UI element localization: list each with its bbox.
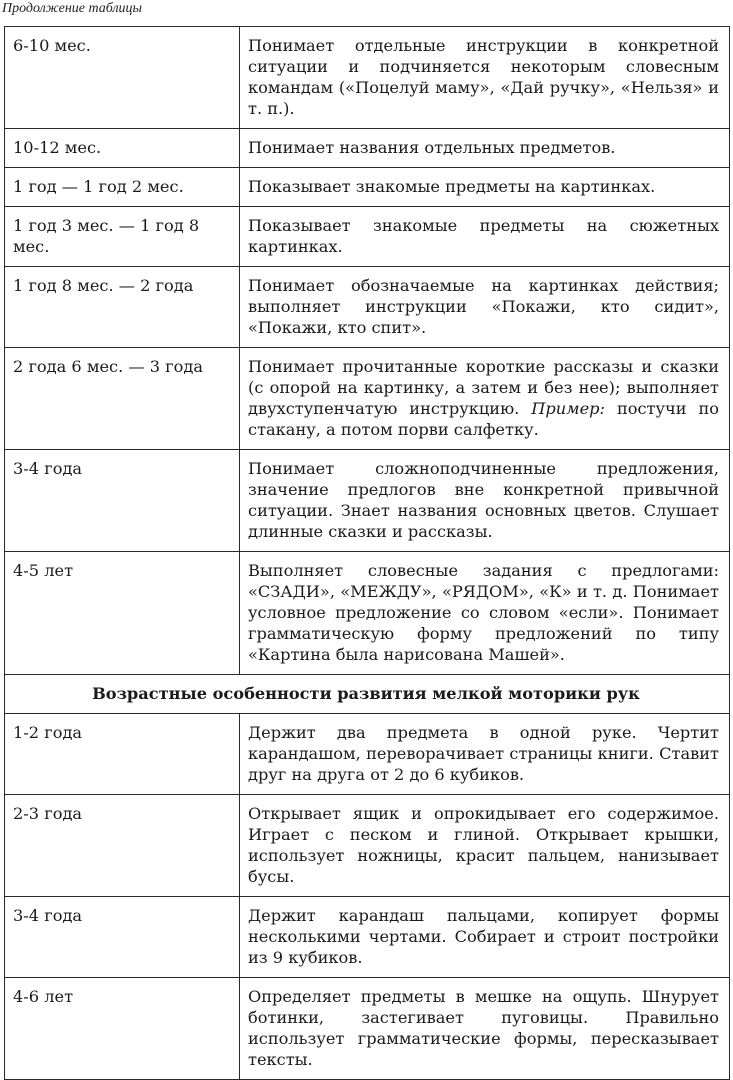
- table-row: [5, 168, 730, 207]
- table-row: [5, 450, 730, 552]
- table-row: [5, 978, 730, 1080]
- description-cell: Открывает ящик и опрокидывает его содержимое. Играет с песком и глиной. Открывает крышки, использует ножницы, красит пальцем, нанизывает бусы.: [240, 795, 730, 897]
- age-cell: 10-12 мес.: [5, 129, 240, 168]
- age-cell: 1 год 3 мес. — 1 год 8 мес.: [5, 207, 240, 267]
- table-continuation-caption: Продолжение таблицы: [2, 1, 143, 16]
- description-cell: Показывает знакомые предметы на сюжетных картинках.: [240, 207, 730, 267]
- table-row: [5, 207, 730, 267]
- description-text: Понимает прочитанные короткие рассказы и сказки (с опорой на картинку, а затем и без нее); выполняет двухступенчатую инструкцию.: [248, 357, 719, 418]
- example-label: Пример:: [531, 399, 606, 418]
- table-row: [5, 714, 730, 795]
- age-cell: 4-5 лет: [5, 552, 240, 675]
- age-cell: 4-6 лет: [5, 978, 240, 1080]
- description-cell: [240, 348, 730, 450]
- description-cell: Держит два предмета в одной руке. Чертит карандашом, переворачивает страницы книги. Ставит друг на друга от 2 до 6 кубиков.: [240, 714, 730, 795]
- description-cell: Понимает сложноподчиненные предложения, значение предлогов вне конкретной привычной ситуации. Знает названия основных цветов. Слушает длинные сказки и рассказы.: [240, 450, 730, 552]
- description-cell: Показывает знакомые предметы на картинках.: [240, 168, 730, 207]
- section-header-row: [5, 675, 730, 714]
- description-cell: Понимает обозначаемые на картинках действия; выполняет инструкции «Покажи, кто сидит», «Покажи, кто спит».: [240, 267, 730, 348]
- table-row: [5, 897, 730, 978]
- table-row: [5, 129, 730, 168]
- table-row: [5, 348, 730, 450]
- table-row: [5, 267, 730, 348]
- development-table: [4, 26, 730, 1080]
- age-cell: 3-4 года: [5, 897, 240, 978]
- age-cell: 1 год — 1 год 2 мес.: [5, 168, 240, 207]
- age-cell: 6-10 мес.: [5, 27, 240, 129]
- section-title: Возрастные особенности развития мелкой моторики рук: [5, 675, 730, 714]
- description-cell: Понимает названия отдельных предметов.: [240, 129, 730, 168]
- example-text: постучи по стакану, а потом порви салфетку.: [248, 399, 719, 439]
- description-cell: Определяет предметы в мешке на ощупь. Шнурует ботинки, застегивает пуговицы. Правильно использует грамматические формы, пересказывает тексты.: [240, 978, 730, 1080]
- age-cell: 3-4 года: [5, 450, 240, 552]
- description-cell: Выполняет словесные задания с предлогами: «СЗАДИ», «МЕЖДУ», «РЯДОМ», «К» и т. д. Понимает условное предложение со словом «если». Понимает грамматическую форму предложений по типу «Картина была нарисована Машей».: [240, 552, 730, 675]
- table-row: [5, 27, 730, 129]
- age-cell: 1-2 года: [5, 714, 240, 795]
- description-cell: Понимает отдельные инструкции в конкретной ситуации и подчиняется некоторым словесным командам («Поцелуй маму», «Дай ручку», «Нельзя» и т. п.).: [240, 27, 730, 129]
- age-cell: 1 год 8 мес. — 2 года: [5, 267, 240, 348]
- table-row: [5, 795, 730, 897]
- age-cell: 2-3 года: [5, 795, 240, 897]
- age-cell: 2 года 6 мес. — 3 года: [5, 348, 240, 450]
- table-row: [5, 552, 730, 675]
- description-cell: Держит карандаш пальцами, копирует формы несколькими чертами. Собирает и строит постройки из 9 кубиков.: [240, 897, 730, 978]
